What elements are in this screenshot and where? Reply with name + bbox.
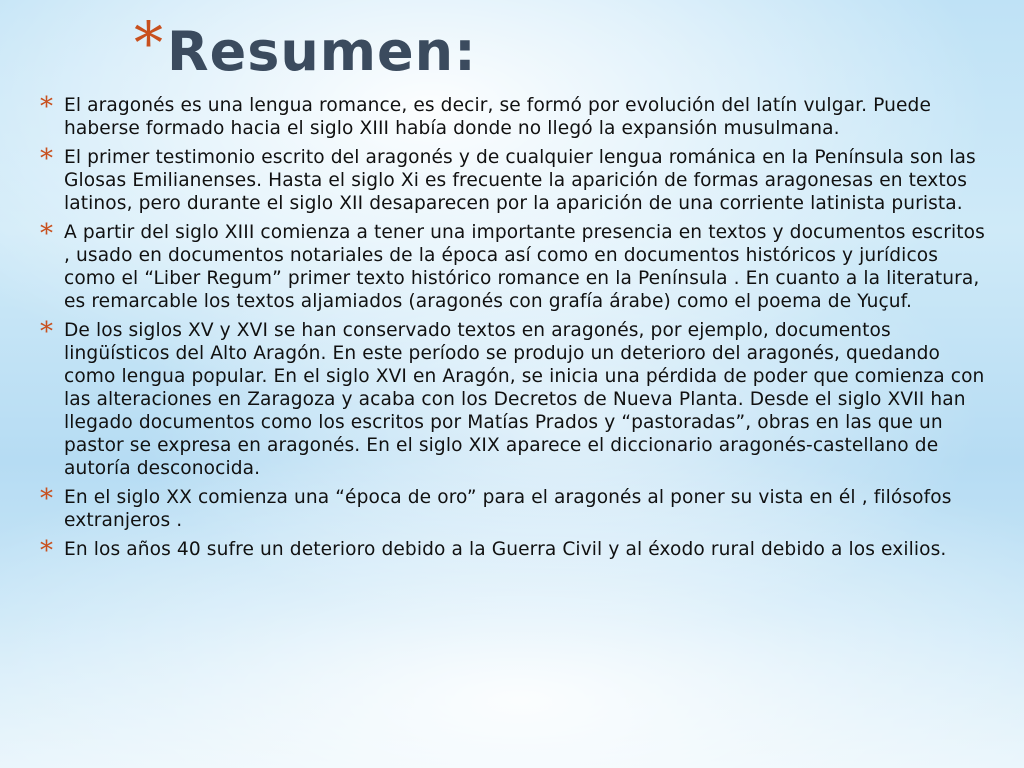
bullet-item bbox=[40, 486, 995, 532]
bullet-item bbox=[40, 538, 995, 564]
bullet-text: De los siglos XV y XVI se han conservado textos en aragonés, por ejemplo, documentos lingüísticos del Alto Aragón. En este período se produjo un deterioro del aragonés, quedando como lengua popular. En el siglo XVI en Aragón, se inicia una pérdida de poder que comienza con las alteraciones en Zaragoza y acaba con los Decretos de Nueva Planta. Desde el siglo XVII han llegado documentos como los escritos por Matías Prados y “pastoradas”, obras en las que un pastor se expresa en aragonés. En el siglo XIX aparece el diccionario aragonés-castellano de autoría desconocida. bbox=[64, 320, 985, 479]
bullet-item bbox=[40, 221, 995, 313]
bullet-text: El aragonés es una lengua romance, es decir, se formó por evolución del latín vulgar. Puede haberse formado hacia el siglo XIII había donde no llegó la expansión musulmana. bbox=[64, 95, 931, 139]
bullet-asterisk-icon: * bbox=[40, 219, 53, 249]
bullet-list bbox=[40, 94, 995, 570]
bullet-text: El primer testimonio escrito del aragonés y de cualquier lengua románica en la Península son las Glosas Emilianenses. Hasta el siglo Xi es frecuente la aparición de formas aragonesas en textos latinos, pero durante el siglo XII desaparecen por la aparición de una corriente latinista purista. bbox=[64, 147, 976, 214]
bullet-item bbox=[40, 319, 995, 480]
bullet-asterisk-icon: * bbox=[40, 536, 53, 566]
title-asterisk-icon: * bbox=[134, 9, 163, 77]
bullet-asterisk-icon: * bbox=[40, 144, 53, 174]
bullet-item bbox=[40, 146, 995, 215]
bullet-asterisk-icon: * bbox=[40, 92, 53, 122]
bullet-item bbox=[40, 94, 995, 140]
bullet-asterisk-icon: * bbox=[40, 317, 53, 347]
bullet-text: A partir del siglo XIII comienza a tener una importante presencia en textos y documentos escritos , usado en documentos notariales de la época así como en documentos históricos y jurídicos como el “Liber Regum” primer texto histórico romance en la Península . En cuanto a la literatura, es remarcable los textos aljamiados (aragonés con grafía árabe) como el poema de Yuçuf. bbox=[64, 222, 985, 312]
title-text: Resumen: bbox=[167, 20, 477, 83]
slide-title bbox=[134, 9, 477, 90]
bullet-asterisk-icon: * bbox=[40, 484, 53, 514]
bullet-text: En los años 40 sufre un deterioro debido a la Guerra Civil y al éxodo rural debido a los exilios. bbox=[64, 539, 947, 560]
bullet-text: En el siglo XX comienza una “época de oro” para el aragonés al poner su vista en él , filósofos extranjeros . bbox=[64, 487, 952, 531]
